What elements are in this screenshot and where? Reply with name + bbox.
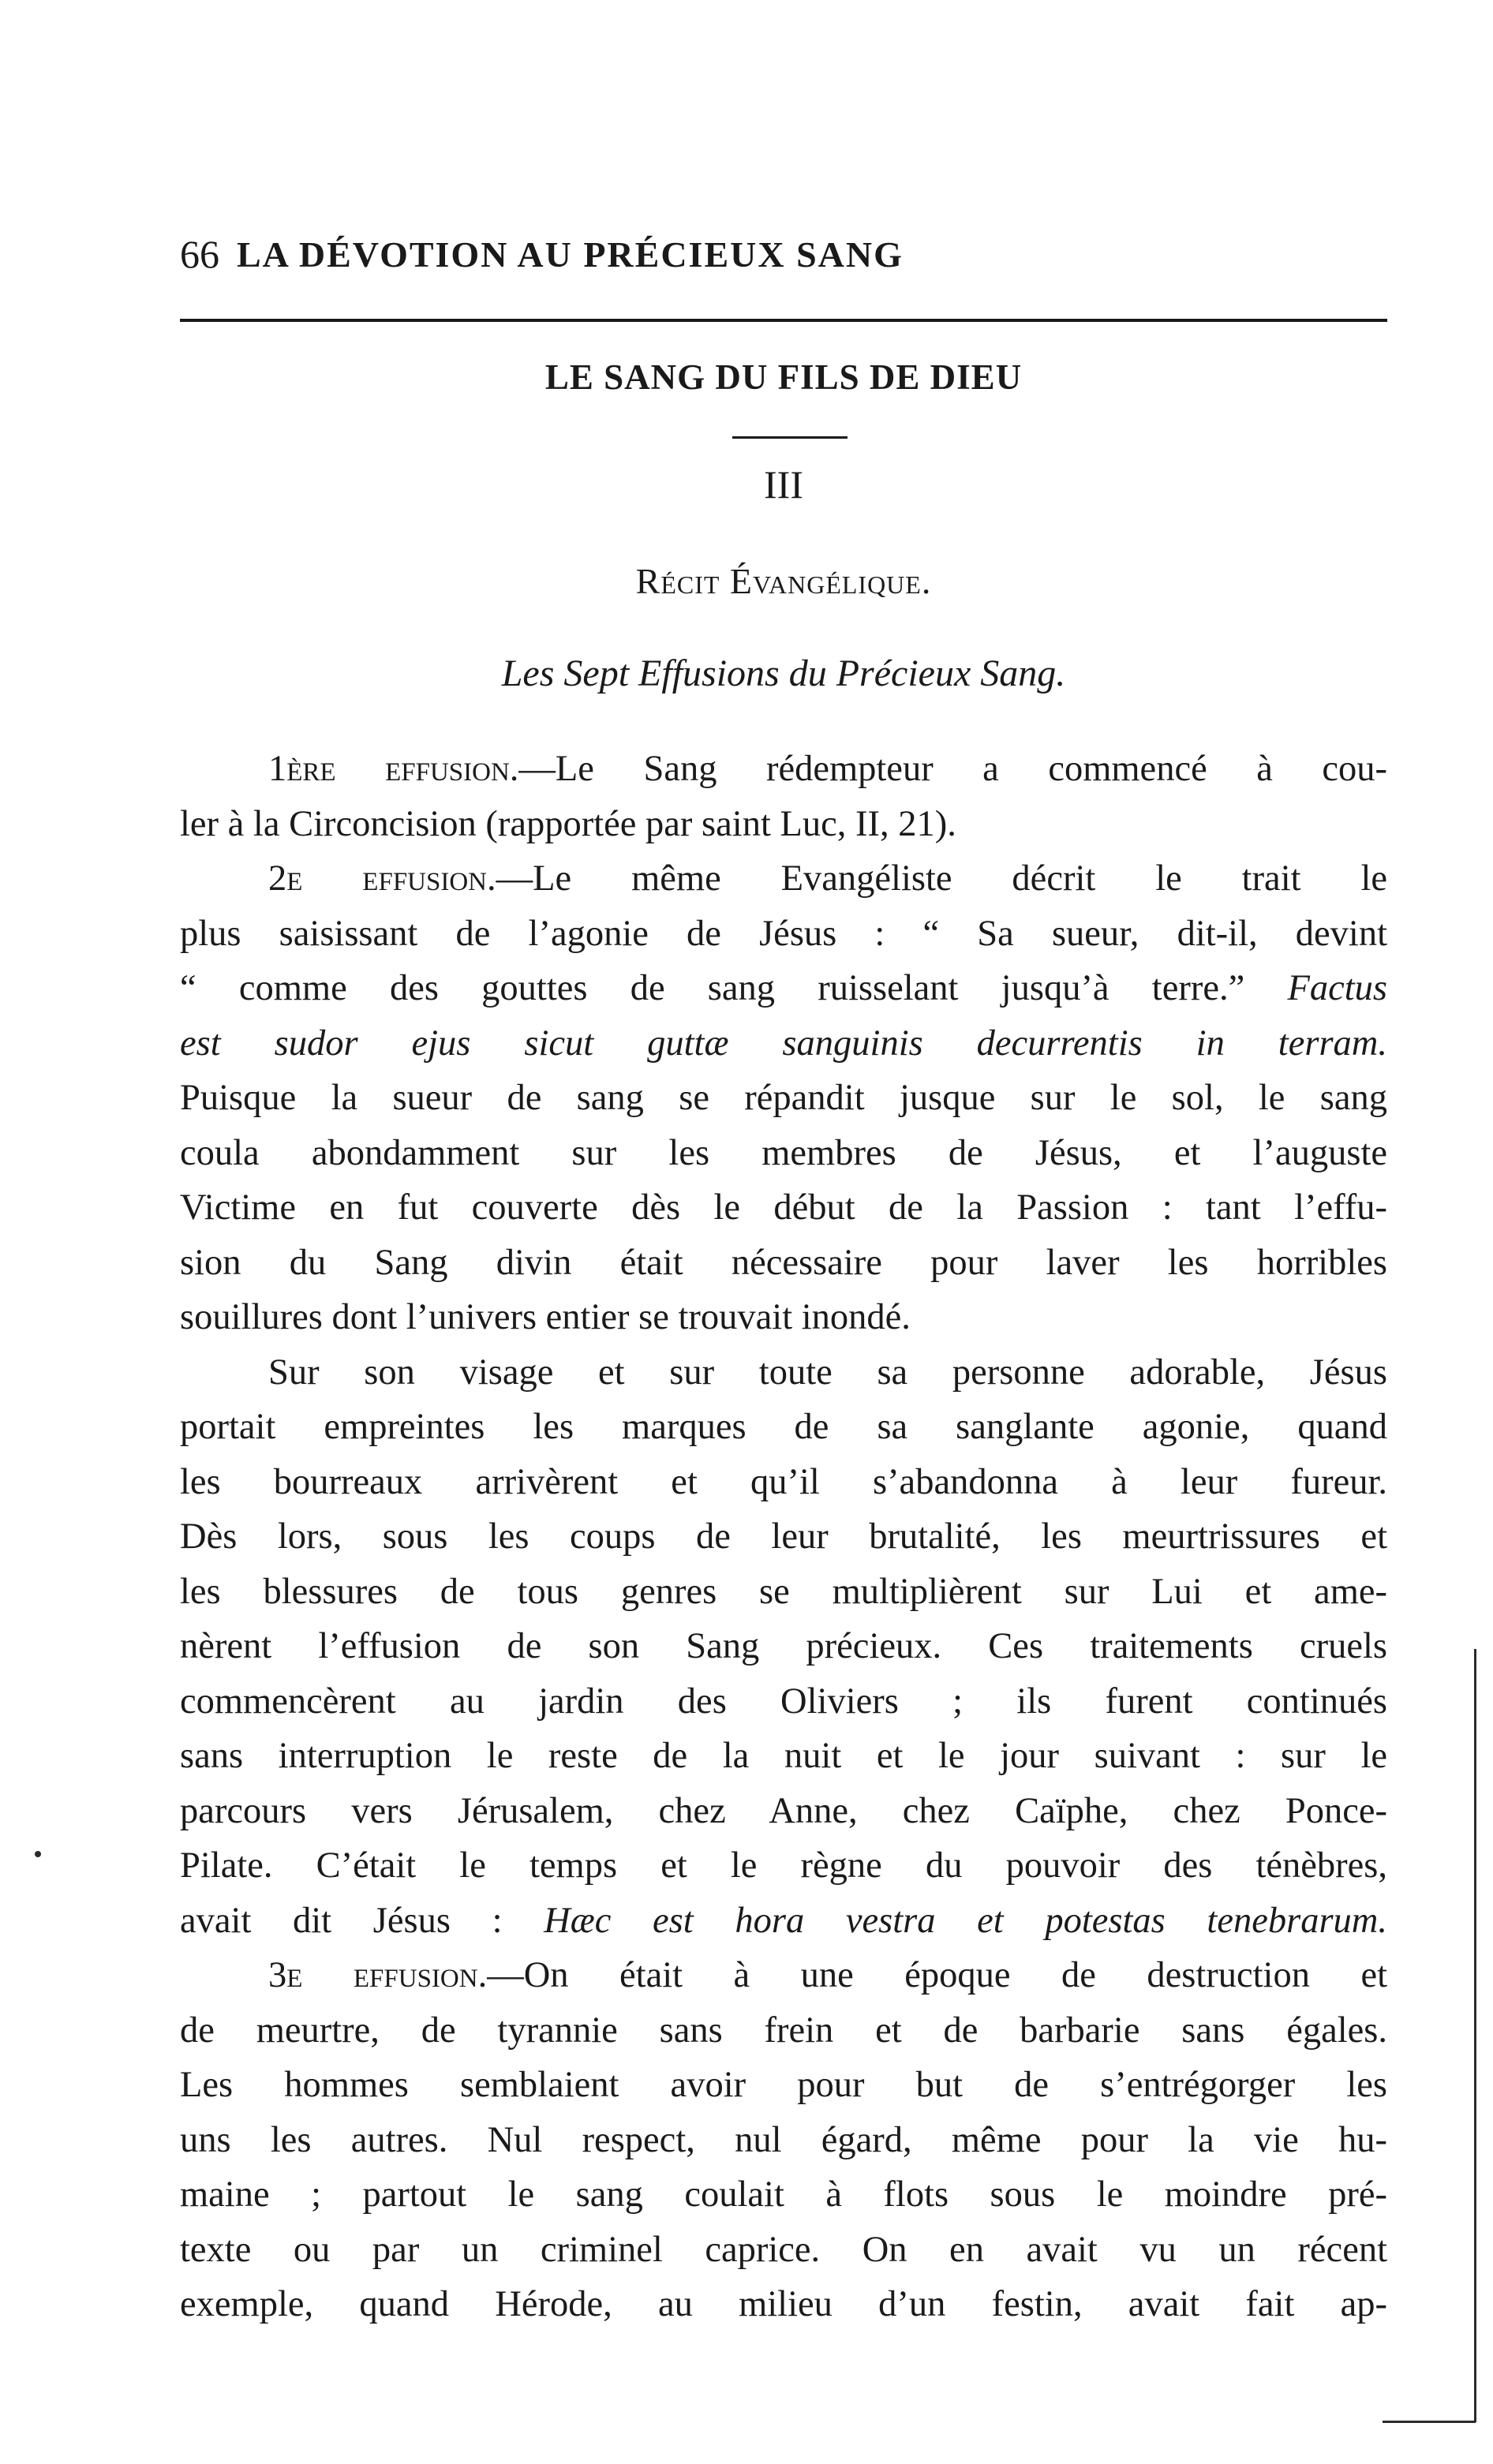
text-line: ler à la Circoncision (rapportée par saint Luc, II, 21). — [180, 803, 956, 844]
text-line: texte ou par un criminel caprice. On en avait vu un récent — [180, 2229, 1387, 2270]
text-line: les blessures de tous genres se multiplièrent sur Lui et ame- — [180, 1571, 1387, 1612]
text-line — [180, 961, 1387, 1016]
text-line: plus saisissant de l’agonie de Jésus : “ Sa sueur, dit-il, devint — [180, 913, 1387, 954]
text-line: maine ; partout le sang coulait à flots sous le moindre pré- — [180, 2174, 1387, 2215]
margin-dot — [35, 1851, 41, 1857]
latin-quote: Hæc est hora vestra et potestas tenebrarum. — [544, 1900, 1387, 1941]
latin-quote: est sudor ejus sicut guttæ sanguinis decurrentis in terram. — [180, 1023, 1387, 1064]
text-line — [180, 1016, 1387, 1071]
text-segment: —On était à une époque de destruction et — [487, 1955, 1387, 1995]
text-line: Puisque la sueur de sang se répandit jusque sur le sol, le sang — [180, 1078, 1387, 1118]
running-title: LA DÉVOTION AU PRÉCIEUX SANG — [237, 234, 904, 275]
body-text — [180, 742, 1387, 2332]
section-subtitle: Les Sept Effusions du Précieux Sang. — [501, 652, 1066, 694]
text-segment: “ comme des gouttes de sang ruisselant jusqu’à terre.” — [180, 968, 1288, 1008]
text-line: nèrent l’effusion de son Sang précieux. Ces traitements cruels — [180, 1626, 1387, 1666]
text-line: uns les autres. Nul respect, nul égard, même pour la vie hu- — [180, 2119, 1387, 2160]
text-line: Les hommes semblaient avoir pour but de s’entrégorger les — [180, 2065, 1387, 2105]
text-line: Pilate. C’était le temps et le règne du pouvoir des ténèbres, — [180, 1845, 1387, 1886]
running-head — [180, 222, 1387, 286]
text-line: les bourreaux arrivèrent et qu’il s’abandonna à leur fureur. — [180, 1461, 1387, 1502]
text-line — [180, 1948, 1387, 2003]
text-line: sion du Sang divin était nécessaire pour laver les horribles — [180, 1242, 1387, 1283]
text-line: Victime en fut couverte dès le début de la Passion : tant l’effu- — [180, 1187, 1387, 1228]
text-line — [180, 1894, 1387, 1949]
text-segment: —Le Sang rédempteur a commencé à cou- — [518, 749, 1387, 789]
section-title: Récit Évangélique. — [635, 561, 932, 601]
header-rule — [180, 319, 1387, 322]
text-line: sans interruption le reste de la nuit et le jour suivant : sur le — [180, 1736, 1387, 1776]
text-line — [180, 851, 1387, 907]
text-segment: —Le même Evangéliste décrit le trait le — [496, 858, 1387, 899]
text-segment: avait dit Jésus : — [180, 1900, 544, 1941]
chapter-rule — [732, 436, 848, 439]
text-line: exemple, quand Hérode, au milieu d’un festin, avait fait ap- — [180, 2284, 1387, 2324]
text-line — [180, 742, 1387, 797]
page-number: 66 — [180, 232, 219, 276]
page-edge-line — [1474, 1649, 1476, 2422]
text-line: Dès lors, sous les coups de leur brutalité, les meurtrissures et — [180, 1516, 1387, 1557]
text-line: commencèrent au jardin des Oliviers ; ils furent continués — [180, 1681, 1387, 1722]
chapter-title: LE SANG DU FILS DE DIEU — [544, 357, 1023, 397]
text-line: portait empreintes les marques de sa sanglante agonie, quand — [180, 1407, 1387, 1447]
effusion-label: 2e effusion. — [268, 858, 496, 899]
text-line: parcours vers Jérusalem, chez Anne, chez Caïphe, chez Ponce- — [180, 1790, 1387, 1831]
section-number: III — [764, 462, 803, 507]
text-line: Sur son visage et sur toute sa personne adorable, Jésus — [268, 1352, 1387, 1393]
latin-quote: Factus — [1287, 968, 1387, 1008]
effusion-label: 3e effusion. — [268, 1955, 488, 1995]
text-line: souillures dont l’univers entier se trouvait inondé. — [180, 1297, 911, 1337]
page-edge-foot — [1383, 2421, 1476, 2423]
text-line: de meurtre, de tyrannie sans frein et de barbarie sans égales. — [180, 2010, 1387, 2051]
text-line: coula abondamment sur les membres de Jésus, et l’auguste — [180, 1132, 1387, 1173]
effusion-label: 1ère effusion. — [268, 749, 519, 789]
